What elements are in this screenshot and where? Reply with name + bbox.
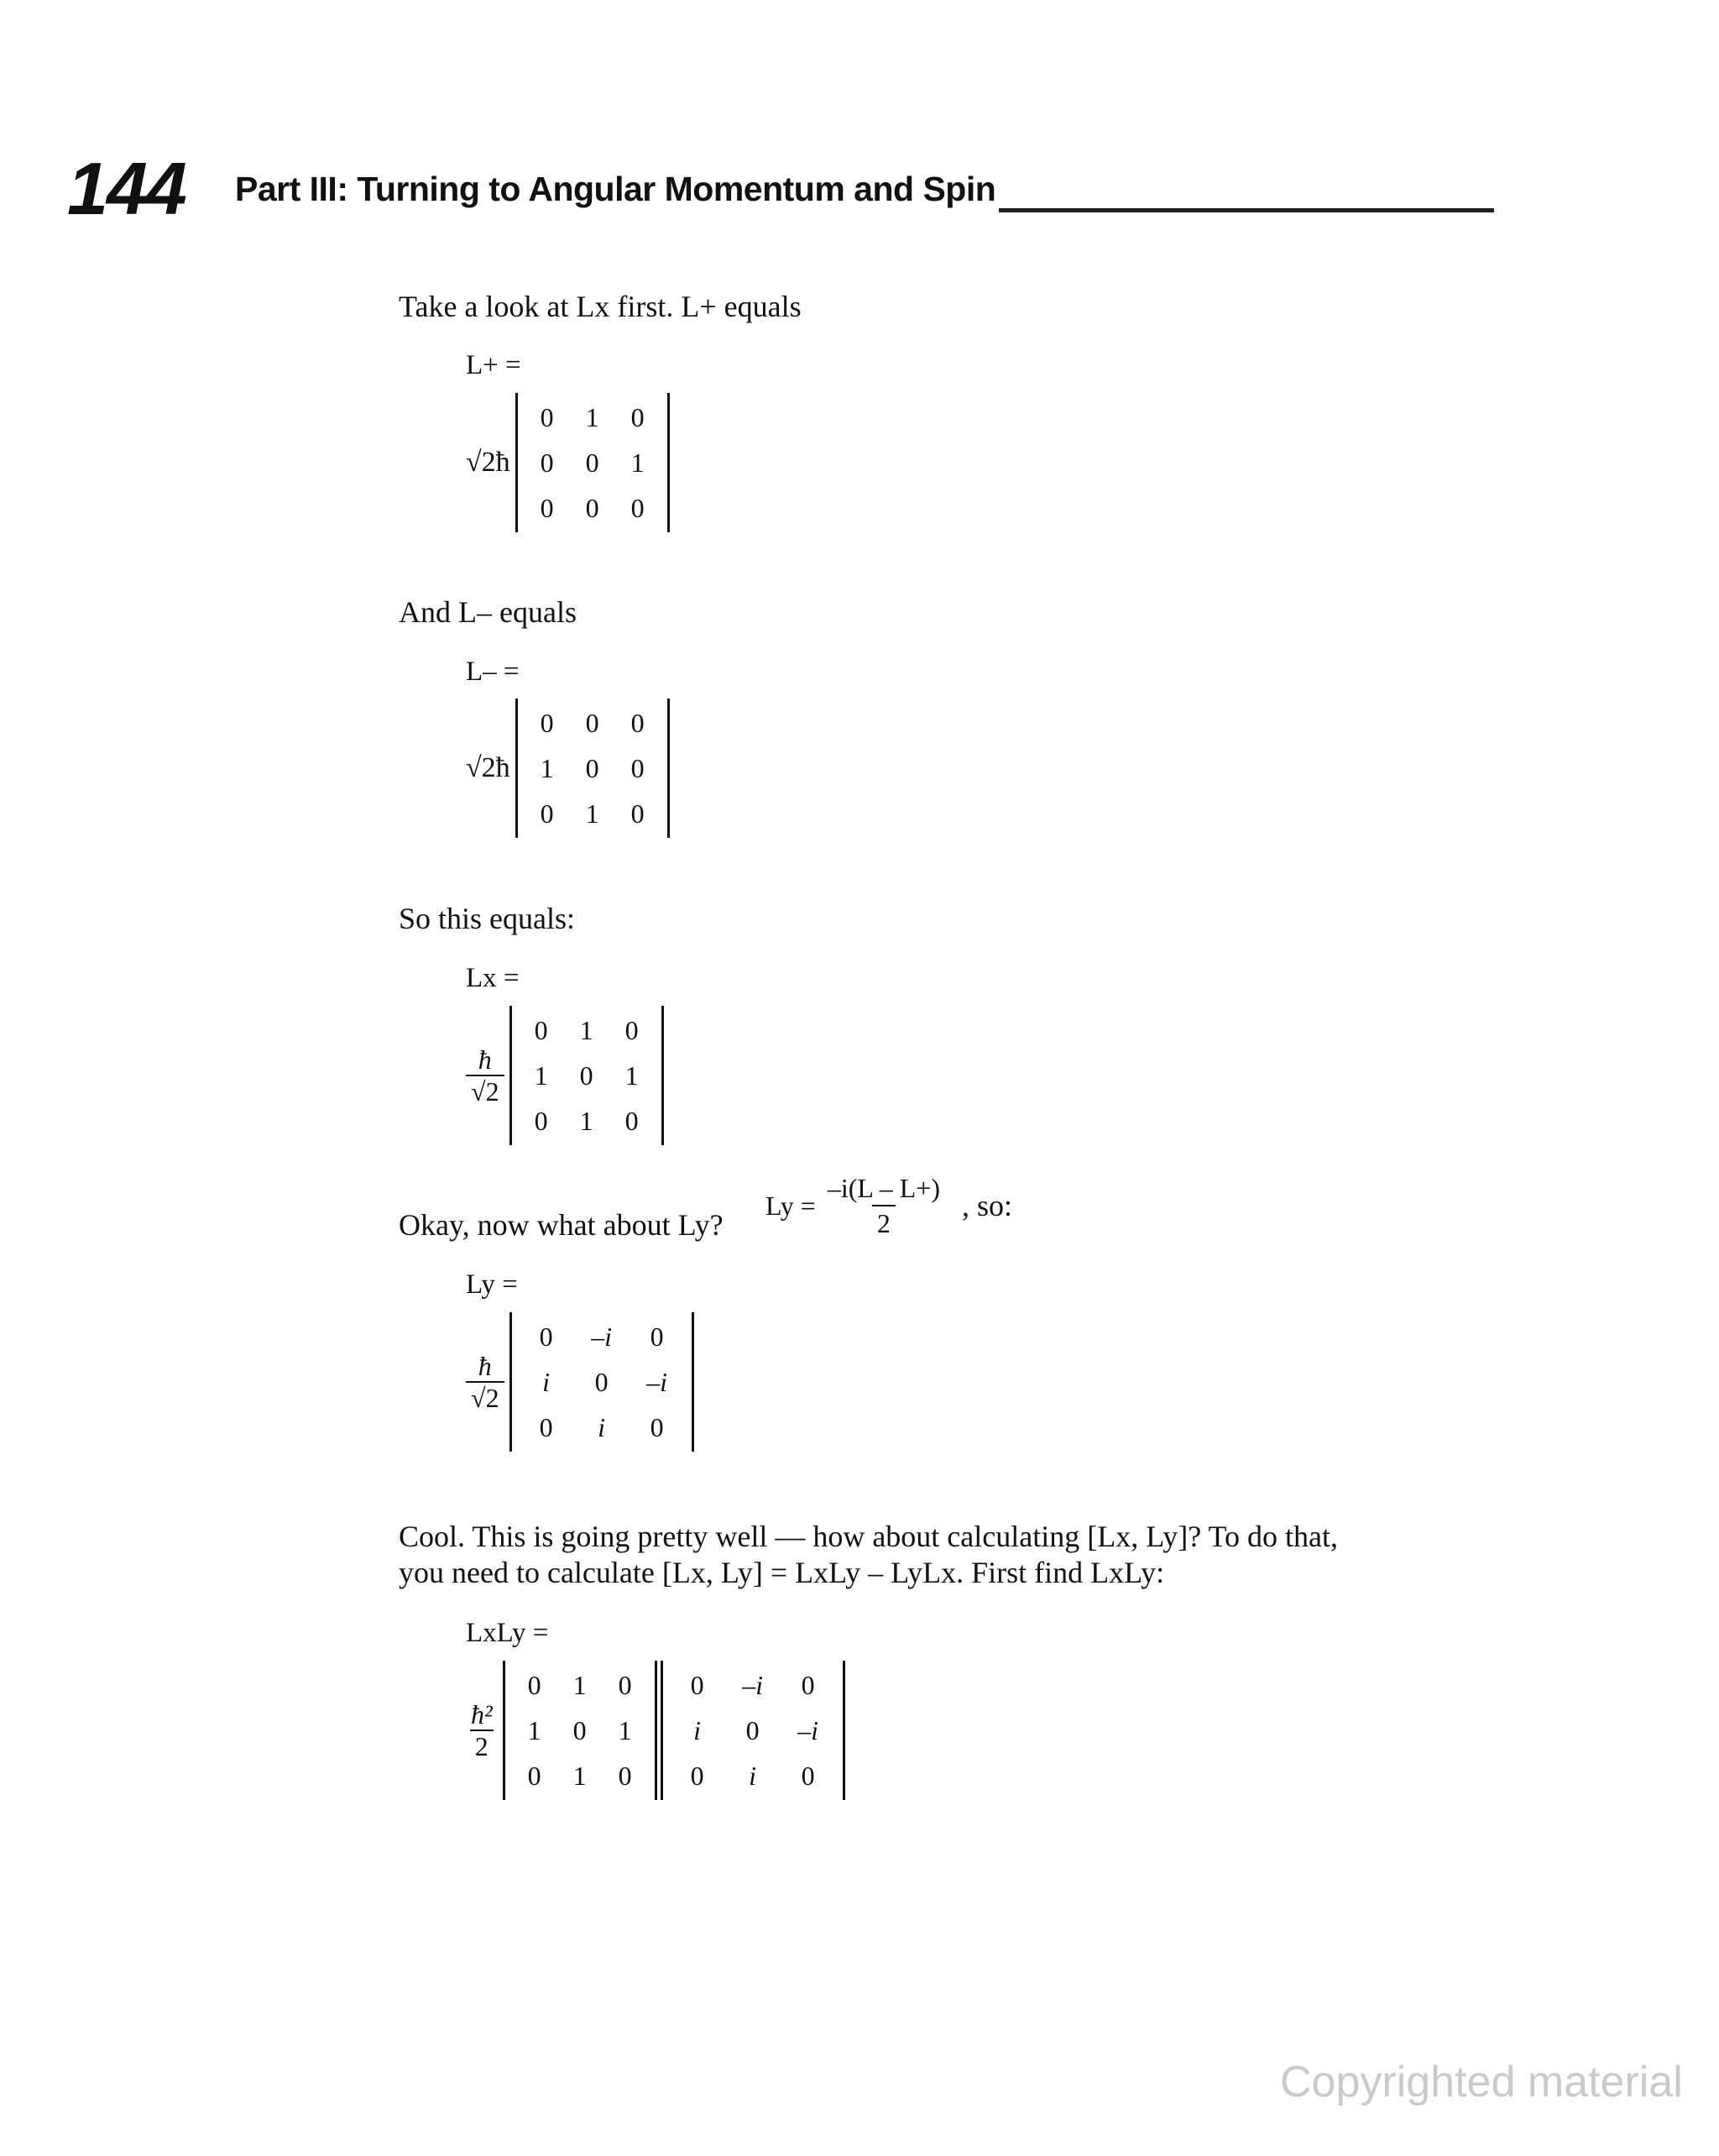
matrix-cell: 0 xyxy=(585,753,599,783)
matrix-cell: 0 xyxy=(630,493,645,523)
intro-commutator-line2: you need to calculate [Lx, Ly] = LxLy – LyLx. First find LxLy: xyxy=(399,1556,1165,1589)
matrix-cell: 0 xyxy=(527,1670,541,1700)
matrix-cell: i xyxy=(542,1367,550,1397)
coefficient-fraction xyxy=(466,1044,504,1107)
running-head: Part III: Turning to Angular Momentum and Spin xyxy=(235,170,996,208)
matrix-block-lxly xyxy=(466,1661,845,1800)
matrix-cell: 0 xyxy=(624,1015,639,1045)
matrix-cell: 0 xyxy=(630,708,645,738)
matrix-cell: 0 xyxy=(539,1412,553,1442)
matrix-cell: –i xyxy=(797,1715,819,1745)
coefficient-fraction xyxy=(466,1699,498,1761)
matrix-cell: 0 xyxy=(650,1412,664,1442)
matrix-lplus xyxy=(515,393,670,532)
matrix-cell: 0 xyxy=(539,1321,553,1352)
matrix-cell: 1 xyxy=(540,753,554,783)
matrix-cell: 0 xyxy=(745,1715,760,1745)
matrix-cell: 0 xyxy=(690,1670,704,1700)
matrix-lx xyxy=(509,1006,664,1145)
matrix-cell: 1 xyxy=(618,1715,632,1745)
matrix-cell: i xyxy=(749,1761,757,1791)
matrix-cell: i xyxy=(598,1412,605,1442)
matrix-cell: 0 xyxy=(650,1321,664,1352)
eq-label-ly: Ly = xyxy=(466,1269,518,1300)
page-number: 144 xyxy=(67,147,185,230)
matrix-cell: 1 xyxy=(579,1106,593,1136)
intro-ly: Okay, now what about Ly? xyxy=(399,1208,724,1242)
matrix-cell: 0 xyxy=(630,798,645,829)
matrix-block-lminus xyxy=(466,699,670,838)
eq-label-lxly: LxLy = xyxy=(466,1618,549,1648)
matrix-cell: 0 xyxy=(585,708,599,738)
inline-lhs: Ly = xyxy=(765,1190,816,1221)
eq-label-lx: Lx = xyxy=(466,963,520,993)
matrix-cell: 1 xyxy=(624,1060,639,1091)
fraction-denominator: 2 xyxy=(872,1205,896,1240)
intro-lplus: Take a look at Lx first. L+ equals xyxy=(399,290,802,323)
matrix-block-lx xyxy=(466,1006,664,1145)
matrix-cell: 0 xyxy=(585,493,599,523)
matrix-block-lplus xyxy=(466,393,670,532)
fraction-denominator: 2 xyxy=(470,1730,494,1761)
matrix-cell: 1 xyxy=(527,1715,541,1745)
matrix-cell: 0 xyxy=(624,1106,639,1136)
coefficient-fraction xyxy=(466,1351,504,1413)
matrix-lminus xyxy=(515,699,670,838)
matrix-cell: 0 xyxy=(534,1015,548,1045)
matrix-cell: i xyxy=(693,1715,702,1745)
matrix-cell: 0 xyxy=(534,1106,548,1136)
matrix-cell: 1 xyxy=(534,1060,548,1091)
matrix-cell: 0 xyxy=(540,798,554,829)
matrix-cell: 1 xyxy=(579,1015,593,1045)
matrix-cell: 1 xyxy=(585,798,599,829)
matrix-ly xyxy=(509,1312,694,1452)
matrix-cell: 0 xyxy=(618,1670,632,1700)
matrix-cell: 0 xyxy=(618,1761,632,1791)
fraction-numerator: –i(L – L+) xyxy=(827,1173,940,1203)
matrix-cell: –i xyxy=(646,1367,667,1397)
inline-ly-formula xyxy=(765,1171,1012,1240)
fraction-numerator: ħ xyxy=(478,1044,492,1075)
intro-lx: So this equals: xyxy=(399,902,576,935)
matrix-cell: 1 xyxy=(630,447,645,478)
coefficient: √2ħ xyxy=(466,447,510,478)
fraction-denominator: √2 xyxy=(466,1381,504,1413)
matrix-cell: 0 xyxy=(630,753,645,783)
matrix-cell: 0 xyxy=(801,1761,815,1791)
header-rule xyxy=(999,208,1494,212)
fraction-numerator: ħ² xyxy=(471,1699,493,1730)
matrix-cell: 0 xyxy=(630,402,645,432)
fraction-denominator: √2 xyxy=(466,1075,504,1107)
copyright-watermark: Copyrighted material xyxy=(1280,2058,1683,2106)
matrix-cell: 0 xyxy=(540,708,554,738)
matrix-cell: 0 xyxy=(540,447,554,478)
matrix-cell: 1 xyxy=(572,1761,587,1791)
matrix-ly-factor xyxy=(661,1661,845,1800)
matrix-cell: 0 xyxy=(585,447,599,478)
inline-fraction xyxy=(823,1171,945,1240)
fraction-numerator: ħ xyxy=(478,1351,492,1381)
matrix-cell: 0 xyxy=(594,1367,609,1397)
matrix-cell: 0 xyxy=(540,493,554,523)
intro-commutator-line1: Cool. This is going pretty well — how about calculating [Lx, Ly]? To do that, xyxy=(399,1520,1338,1553)
matrix-cell: 0 xyxy=(527,1761,541,1791)
matrix-block-ly xyxy=(466,1312,694,1452)
matrix-cell: –i xyxy=(591,1321,612,1352)
intro-lminus: And L– equals xyxy=(399,595,577,629)
page-header xyxy=(67,147,1494,230)
matrix-lx-factor xyxy=(503,1661,657,1800)
matrix-cell: 1 xyxy=(585,402,599,432)
matrix-cell: 0 xyxy=(579,1060,593,1091)
coefficient: √2ħ xyxy=(466,752,510,783)
matrix-cell: –i xyxy=(742,1670,764,1700)
matrix-cell: 0 xyxy=(801,1670,815,1700)
matrix-cell: 0 xyxy=(540,402,554,432)
eq-label-lminus: L– = xyxy=(466,657,520,687)
inline-tail: , so: xyxy=(961,1189,1012,1222)
matrix-cell: 0 xyxy=(572,1715,587,1745)
matrix-cell: 0 xyxy=(690,1761,704,1791)
eq-label-lplus: L+ = xyxy=(466,350,521,380)
matrix-cell: 1 xyxy=(572,1670,587,1700)
